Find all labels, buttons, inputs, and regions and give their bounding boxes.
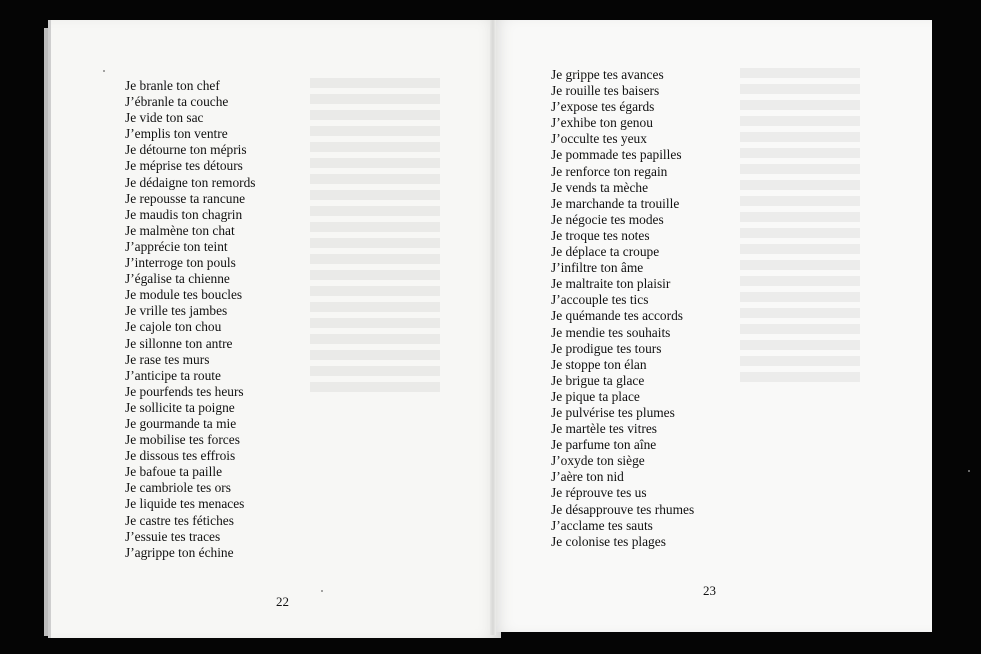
book-gutter [490,20,496,635]
speck [103,70,105,72]
poem-line: Je dédaigne ton remords [125,174,256,190]
poem-line: Je prodigue tes tours [551,340,662,356]
poem-line: Je négocie tes modes [551,211,664,227]
poem-line: Je sollicite ta poigne [125,399,235,415]
poem-line: J’accouple tes tics [551,292,649,308]
poem-line: J’occulte tes yeux [551,131,647,147]
page-number-right: 23 [703,583,716,598]
poem-line: Je réprouve tes us [551,485,647,501]
poem-line: Je stoppe ton élan [551,356,647,372]
poem-line: Je mendie tes souhaits [551,324,671,340]
poem-line: Je vrille tes jambes [125,303,228,319]
poem-line: Je rouille tes baisers [551,83,660,99]
poem-line: Je quémande tes accords [551,308,683,324]
poem-line: Je vends ta mèche [551,179,649,195]
poem-line: Je cambriole tes ors [125,480,231,496]
poem-left-page [125,78,256,561]
poem-line: J’emplis ton ventre [125,126,228,142]
poem-line: Je mobilise tes forces [125,432,240,448]
poem-line: Je déplace ta croupe [551,244,660,260]
poem-line: J’aère ton nid [551,469,624,485]
poem-line: Je brigue ta glace [551,372,645,388]
poem-line: Je vide ton sac [125,110,204,126]
poem-line: Je colonise tes plages [551,533,666,549]
poem-line: J’interroge ton pouls [125,255,236,271]
poem-line: Je module tes boucles [125,287,243,303]
poem-line: J’anticipe ta route [125,367,221,383]
poem-line: J’expose tes égards [551,99,655,115]
poem-line: J’infiltre ton âme [551,260,644,276]
poem-line: J’agrippe ton échine [125,544,234,560]
poem-line: J’ébranle ta couche [125,94,229,110]
poem-line: Je pourfends tes heurs [125,383,244,399]
poem-line: Je pulvérise tes plumes [551,404,675,420]
poem-line: Je parfume ton aîne [551,437,657,453]
poem-line: J’apprécie ton teint [125,238,228,254]
poem-line: J’essuie tes traces [125,528,221,544]
poem-line: Je troque tes notes [551,227,650,243]
poem-line: J’oxyde ton siège [551,453,645,469]
poem-line: J’acclame tes sauts [551,517,653,533]
poem-line: Je grippe tes avances [551,67,664,82]
poem-line: Je méprise tes détours [125,158,243,174]
poem-line: Je désapprouve tes rhumes [551,501,695,517]
show-through-right [740,62,860,388]
speck [968,470,970,472]
poem-line: Je marchande ta trouille [551,195,680,211]
poem-line: Je bafoue ta paille [125,464,223,480]
poem-line: Je malmène ton chat [125,222,235,238]
show-through-left [310,72,440,398]
poem-line: Je liquide tes menaces [125,496,245,512]
poem-line: Je pommade tes papilles [551,147,682,163]
poem-line: Je repousse ta rancune [125,190,246,206]
poem-line: Je sillonne ton antre [125,335,233,351]
poem-line: Je cajole ton chou [125,319,222,335]
poem-line: Je branle ton chef [125,78,220,93]
poem-line: Je maudis ton chagrin [125,206,243,222]
poem-line: J’égalise ta chienne [125,271,230,287]
speck [321,590,323,592]
poem-line: Je gourmande ta mie [125,415,237,431]
poem-line: Je renforce ton regain [551,163,668,179]
poem-line: Je dissous tes effrois [125,448,236,464]
poem-line: Je pique ta place [551,388,640,404]
poem-line: Je détourne ton mépris [125,142,247,158]
poem-line: Je martèle tes vitres [551,421,657,437]
poem-line: J’exhibe ton genou [551,115,653,131]
poem-right-page [551,67,694,550]
poem-line: Je maltraite ton plaisir [551,276,671,292]
poem-line: Je castre tes fétiches [125,512,234,528]
poem-line: Je rase tes murs [125,351,210,367]
page-number-left: 22 [276,594,289,609]
